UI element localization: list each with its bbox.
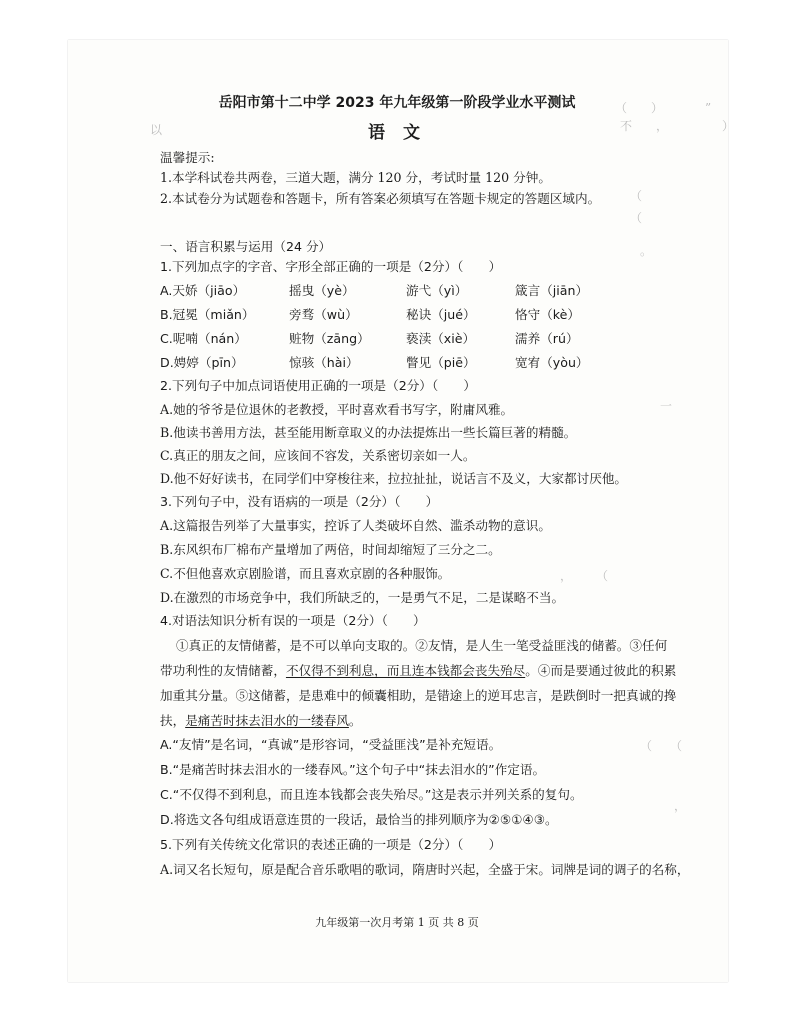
- option-item: 箴言（jiān）: [515, 283, 589, 298]
- option-item: A.天娇（jiāo）: [160, 283, 246, 298]
- tips-item: 1.本学科试卷共两卷，三道大题，满分 120 分，考试时量 120 分钟。: [160, 170, 551, 185]
- question-stem: 5.下列有关传统文化常识的表述正确的一项是（2分）（ ）: [160, 837, 502, 852]
- bleed-through-text: （: [630, 189, 715, 203]
- passage-line: ①真正的友情储蓄，是不可以单向支取的。②友情，是人生一笔受益匪浅的储蓄。③任何: [176, 638, 668, 653]
- option-item: 惊骇（hài）: [289, 355, 359, 370]
- option-c: C.“不仅得不到利息，而且连本钱都会丧失殆尽。”这是表示并列关系的复句。: [160, 787, 583, 802]
- option-item: 赃物（zāng）: [289, 331, 370, 346]
- option-c: C.不但他喜欢京剧脸谱，而且喜欢京剧的各种服饰。: [160, 566, 451, 581]
- option-item: 秘诀（jué）: [406, 307, 476, 322]
- tips-label: 温馨提示:: [160, 150, 215, 165]
- option-item: C.呢喃（nán）: [160, 331, 247, 346]
- option-a: A.词又名长短句，原是配合音乐歌唱的歌词，隋唐时兴起，全盛于宋。词牌是词的调子的名称，: [160, 862, 690, 877]
- option-item: 游弋（yì）: [406, 283, 468, 298]
- option-a: A.“友情”是名词，“真诚”是形容词，“受益匪浅”是补充短语。: [160, 737, 502, 752]
- option-d: D.在激烈的市场竞争中，我们所缺乏的，一是勇气不足，二是谋略不当。: [160, 590, 565, 605]
- bleed-through-text: （ （: [640, 739, 683, 753]
- page-footer: 九年级第一次月考第 1 页 共 8 页: [315, 916, 479, 929]
- option-b: B.他读书善用方法，甚至能用断章取义的办法提炼出一些长篇巨著的精髓。: [160, 425, 577, 440]
- underlined-sentence: 是痛苦时抹去泪水的一缕春风: [185, 713, 349, 728]
- option-d: D.将选文各句组成语意连贯的一段话，最恰当的排列顺序为②⑤①④③。: [160, 812, 558, 827]
- question-stem: 2.下列句子中加点词语使用正确的一项是（2分）（ ）: [160, 378, 476, 393]
- bleed-through-text: ， （: [560, 569, 645, 583]
- option-item: 濡养（rú）: [515, 331, 579, 346]
- bleed-through-text: 一: [660, 399, 673, 413]
- bleed-through-text: ，: [650, 799, 687, 813]
- option-a: A.她的爷爷是位退休的老教授，平时喜欢看书写字，附庸风雅。: [160, 402, 514, 417]
- question-stem: 1.下列加点字的字音、字形全部正确的一项是（2分）（ ）: [160, 259, 502, 274]
- passage-line: 加重其分量。⑤这储蓄，是患难中的倾囊相助，是错途上的逆耳忠言，是跌倒时一把真诚的搀: [160, 688, 677, 703]
- option-d: D.他不好好读书，在同学们中穿梭往来，拉拉扯扯，说话言不及义，大家都讨厌他。: [160, 471, 628, 486]
- passage-line: 带功利性的友情储蓄，不仅得不到利息，而且连本钱都会丧失殆尽。④而是要通过彼此的积累: [160, 663, 677, 678]
- option-item: 恪守（kè）: [515, 307, 580, 322]
- option-a: A.这篇报告列举了大量事实，控诉了人类破坏自然、滥杀动物的意识。: [160, 518, 551, 533]
- section-title: 一、语言积累与运用（24 分）: [160, 239, 332, 254]
- option-c: C.真正的朋友之间，应该间不容发，关系密切亲如一人。: [160, 448, 476, 463]
- bleed-through-text: 。: [580, 244, 683, 258]
- tips-item: 2.本试卷分为试题卷和答题卡，所有答案必须填写在答题卡规定的答题区域内。: [160, 191, 601, 206]
- option-item: 宽宥（yòu）: [515, 355, 589, 370]
- option-item: 旁骛（wù）: [289, 307, 358, 322]
- option-item: D.娉婷（pīn）: [160, 355, 244, 370]
- bleed-through-text: 以: [150, 123, 259, 137]
- option-item: B.冠冕（miǎn）: [160, 307, 255, 322]
- bleed-through-text: 不 ， ）: [620, 119, 735, 133]
- option-item: 摇曳（yè）: [289, 283, 355, 298]
- option-item: 瞥见（piē）: [406, 355, 476, 370]
- underlined-sentence: 不仅得不到利息，而且连本钱都会丧失殆尽: [285, 663, 526, 678]
- exam-title: 岳阳市第十二中学 2023 年九年级第一阶段学业水平测试: [218, 95, 576, 111]
- subject-title: 语 文: [368, 123, 426, 143]
- question-stem: 4.对语法知识分析有误的一项是（2分）（ ）: [160, 613, 426, 628]
- option-b: B.东风织布厂棉布产量增加了两倍，时间却缩短了三分之二。: [160, 542, 501, 557]
- bleed-through-text: （ ） ”: [615, 101, 712, 115]
- option-item: 亵渎（xiè）: [406, 331, 476, 346]
- option-b: B.“是痛苦时抹去泪水的一缕春风。”这个句子中“抹去泪水的”作定语。: [160, 762, 546, 777]
- passage-line: 扶，是痛苦时抹去泪水的一缕春风。: [160, 713, 362, 728]
- bleed-through-text: （: [630, 211, 679, 225]
- question-stem: 3.下列句子中，没有语病的一项是（2分）（ ）: [160, 494, 439, 509]
